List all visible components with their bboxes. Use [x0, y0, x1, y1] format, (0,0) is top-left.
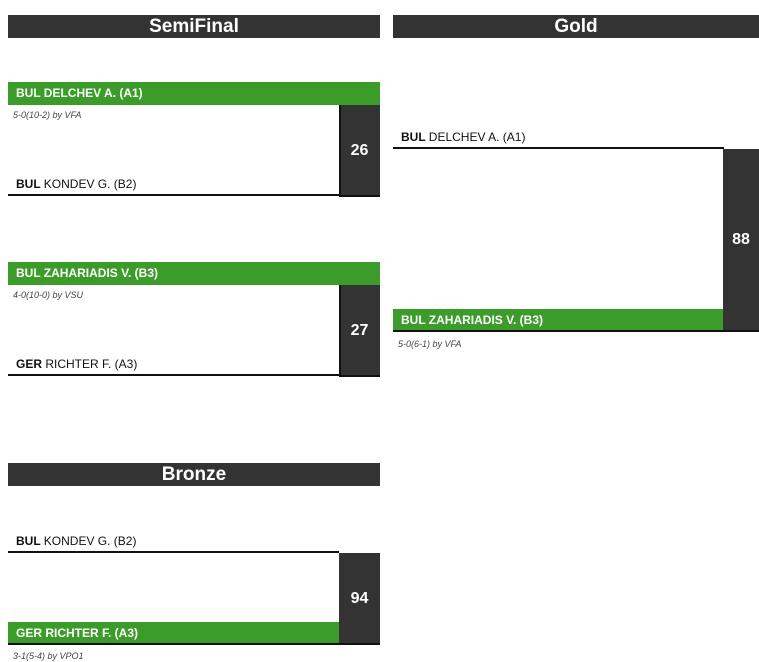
bronze-top-name: KONDEV G. (B2) [43, 534, 137, 548]
bronze-winner[interactable]: GER RICHTER F. (A3) [8, 622, 339, 645]
sf1-bracket-bottom [339, 195, 380, 197]
sf1-match-box[interactable]: 26 [339, 105, 380, 197]
gold-result: 5-0(6-1) by VFA [398, 339, 462, 349]
gold-top-competitor[interactable] [393, 126, 724, 149]
sf2-match-box[interactable]: 27 [339, 285, 380, 377]
gold-bracket-bottom [393, 330, 759, 332]
sf1-loser[interactable] [8, 173, 339, 196]
bronze-result: 3-1(5-4) by VPO1 [13, 651, 84, 661]
sf2-bracket-bottom [339, 375, 380, 377]
bronze-top-country: BUL [16, 534, 44, 548]
gold-top-country: BUL [401, 130, 429, 144]
sf2-loser-name: RICHTER F. (A3) [45, 357, 138, 371]
gold-header: Gold [393, 15, 759, 38]
sf1-bracket-line [339, 105, 341, 197]
semifinal-header: SemiFinal [8, 15, 380, 38]
gold-top-name: DELCHEV A. (A1) [428, 130, 526, 144]
sf2-loser[interactable] [8, 353, 339, 376]
bronze-match-box[interactable]: 94 [339, 553, 380, 644]
gold-match-box[interactable]: 88 [723, 149, 759, 331]
sf1-result: 5-0(10-2) by VFA [13, 110, 82, 120]
sf2-winner[interactable]: BUL ZAHARIADIS V. (B3) [8, 262, 380, 285]
bronze-bracket-bottom [8, 643, 380, 645]
bronze-top-competitor[interactable] [8, 530, 339, 553]
sf2-bracket-line [339, 285, 341, 377]
sf2-result: 4-0(10-0) by VSU [13, 290, 84, 300]
sf1-loser-country: BUL [16, 177, 44, 191]
bronze-header: Bronze [8, 463, 380, 486]
sf1-winner[interactable]: BUL DELCHEV A. (A1) [8, 82, 380, 105]
gold-winner[interactable]: BUL ZAHARIADIS V. (B3) [393, 309, 723, 332]
sf2-loser-country: GER [16, 357, 46, 371]
sf1-loser-name: KONDEV G. (B2) [43, 177, 137, 191]
